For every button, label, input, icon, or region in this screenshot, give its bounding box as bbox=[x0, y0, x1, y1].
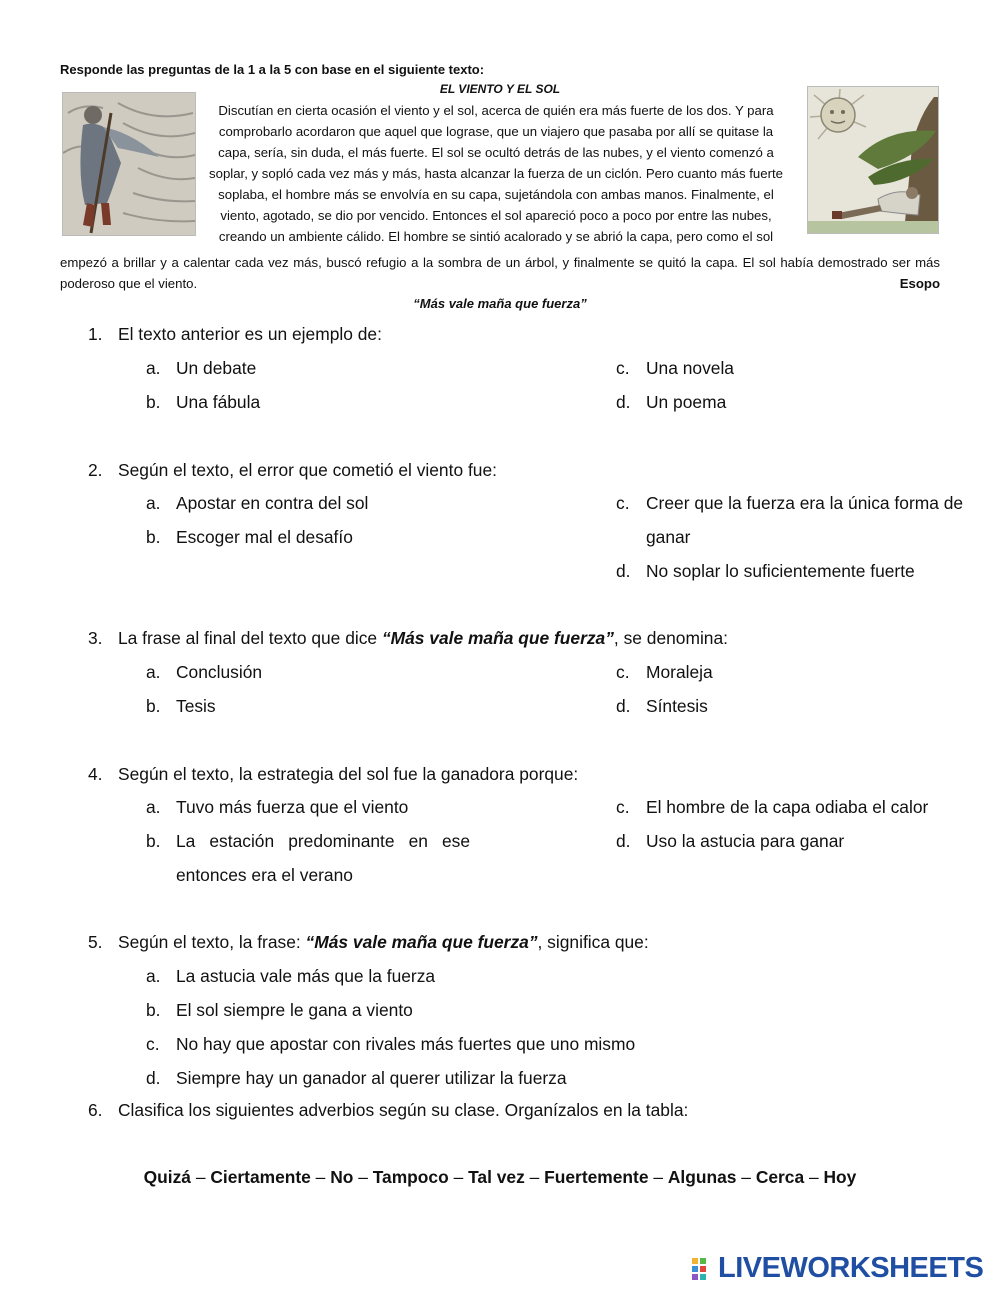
q3-option-c[interactable]: c. Moraleja bbox=[616, 662, 713, 682]
adverb: Fuertemente bbox=[544, 1167, 649, 1187]
quoted-phrase: “Más vale maña que fuerza” bbox=[381, 628, 614, 648]
story-line: comprobarlo acordaron que aquel que lograse, que un viajero que pasaba por allí se quitase la bbox=[218, 124, 774, 139]
q4-option-b[interactable]: b. La estación predominante en ese entonces era el verano bbox=[146, 831, 470, 885]
q4-option-a[interactable]: a. Tuvo más fuerza que el viento bbox=[146, 797, 409, 817]
question-number: 3. bbox=[88, 628, 103, 648]
story-line: poderoso que el viento. bbox=[60, 276, 198, 291]
story-line: creando un ambiente cálido. El hombre se sintió acalorado y se abrió la capa, pero como el sol bbox=[218, 229, 774, 244]
question-1 bbox=[88, 322, 382, 346]
question-number: 1. bbox=[88, 324, 103, 344]
question-number: 2. bbox=[88, 460, 103, 480]
sun-traveler-illustration bbox=[807, 86, 939, 234]
story-line: capa, sería, sin duda, el más fuerte. El sol se ocultó detrás de las nubes, y el viento comenzó a bbox=[218, 145, 774, 160]
adverb: Quizá bbox=[143, 1167, 191, 1187]
story-line: soplar, y sopló cada vez más y más, hasta alcanzar la fuerza de un ciclón. Pero cuanto más fuerte bbox=[209, 166, 783, 181]
story-body bbox=[200, 100, 792, 247]
instructions: Responde las preguntas de la 1 a la 5 con base en el siguiente texto: bbox=[60, 62, 485, 77]
q2-option-d[interactable]: d. No soplar lo suficientemente fuerte bbox=[616, 561, 915, 581]
question-2 bbox=[88, 458, 497, 482]
q3-option-b[interactable]: b. Tesis bbox=[146, 696, 216, 716]
q2-option-b[interactable]: b. Escoger mal el desafío bbox=[146, 527, 353, 547]
q5-option-b[interactable]: b. El sol siempre le gana a viento bbox=[146, 1000, 413, 1020]
q1-option-a[interactable]: a. Un debate bbox=[146, 358, 257, 378]
question-number: 5. bbox=[88, 932, 103, 952]
story-line: empezó a brillar y a calentar cada vez más, buscó refugio a la sombra de un árbol, y finalmente se quitó la capa. El sol había demostrado ser más bbox=[60, 255, 940, 270]
adverb: Tampoco bbox=[372, 1167, 449, 1187]
question-text: Según el texto, la estrategia del sol fue la ganadora porque: bbox=[118, 764, 579, 784]
story-title: EL VIENTO Y EL SOL bbox=[439, 82, 561, 96]
liveworksheets-logo-icon bbox=[692, 1258, 714, 1280]
q4-option-c[interactable]: c. El hombre de la capa odiaba el calor bbox=[616, 797, 929, 817]
q3-option-d[interactable]: d. Síntesis bbox=[616, 696, 708, 716]
adverb: Cerca bbox=[755, 1167, 805, 1187]
story-body-end bbox=[60, 252, 940, 294]
q1-option-c[interactable]: c. Una novela bbox=[616, 358, 734, 378]
q2-option-c[interactable]: c. Creer que la fuerza era la única forma de ganar bbox=[616, 493, 964, 547]
quoted-phrase: “Más vale maña que fuerza” bbox=[305, 932, 538, 952]
q5-option-d[interactable]: d. Siempre hay un ganador al querer utilizar la fuerza bbox=[146, 1068, 567, 1088]
question-number: 6. bbox=[88, 1100, 103, 1120]
story-line: Discutían en cierta ocasión el viento y el sol, acerca de quién era más fuerte de los dos. Y para bbox=[218, 103, 774, 118]
question-3: 3. La frase al final del texto que dice “Más vale maña que fuerza”, se denomina: bbox=[88, 628, 728, 648]
question-text: El texto anterior es un ejemplo de: bbox=[118, 324, 382, 344]
adverb: Tal vez bbox=[468, 1167, 525, 1187]
story-line: soplaba, el hombre más se envolvía en su capa, sujetándola con ambas manos. Finalmente, el bbox=[218, 187, 774, 202]
logo-text: LIVEWORKSHEETS bbox=[718, 1252, 984, 1284]
q1-option-d[interactable]: d. Un poema bbox=[616, 392, 727, 412]
q1-option-b[interactable]: b. Una fábula bbox=[146, 392, 261, 412]
question-text: Clasifica los siguientes adverbios según su clase. Organízalos en la tabla: bbox=[118, 1100, 689, 1120]
adverb: Algunas bbox=[667, 1167, 737, 1187]
q2-option-a[interactable]: a. Apostar en contra del sol bbox=[146, 493, 369, 513]
question-text: Según el texto, el error que cometió el viento fue: bbox=[118, 460, 497, 480]
adverb-list: Quizá – Ciertamente – No – Tampoco – Tal vez – Fuertemente – Algunas – Cerca – Hoy bbox=[143, 1167, 857, 1187]
wind-traveler-illustration bbox=[62, 92, 196, 236]
q5-option-a[interactable]: a. La astucia vale más que la fuerza bbox=[146, 966, 436, 986]
adverb: Ciertamente bbox=[210, 1167, 311, 1187]
question-6 bbox=[88, 1098, 688, 1122]
story-moral: “Más vale maña que fuerza” bbox=[413, 296, 587, 311]
q4-option-d[interactable]: d. Uso la astucia para ganar bbox=[616, 831, 845, 851]
q3-option-a[interactable]: a. Conclusión bbox=[146, 662, 263, 682]
adverb: No bbox=[330, 1167, 354, 1187]
story-line: viento, agotado, se dio por vencido. Entonces el sol apareció poco a poco por entre las nubes, bbox=[220, 208, 772, 223]
question-4 bbox=[88, 762, 578, 786]
story-author: Esopo bbox=[899, 276, 940, 291]
question-5: 5. Según el texto, la frase: “Más vale maña que fuerza”, significa que: bbox=[88, 932, 649, 952]
liveworksheets-logo bbox=[692, 1252, 983, 1285]
question-number: 4. bbox=[88, 764, 103, 784]
q5-option-c[interactable]: c. No hay que apostar con rivales más fuertes que uno mismo bbox=[146, 1034, 636, 1054]
adverb: Hoy bbox=[823, 1167, 857, 1187]
